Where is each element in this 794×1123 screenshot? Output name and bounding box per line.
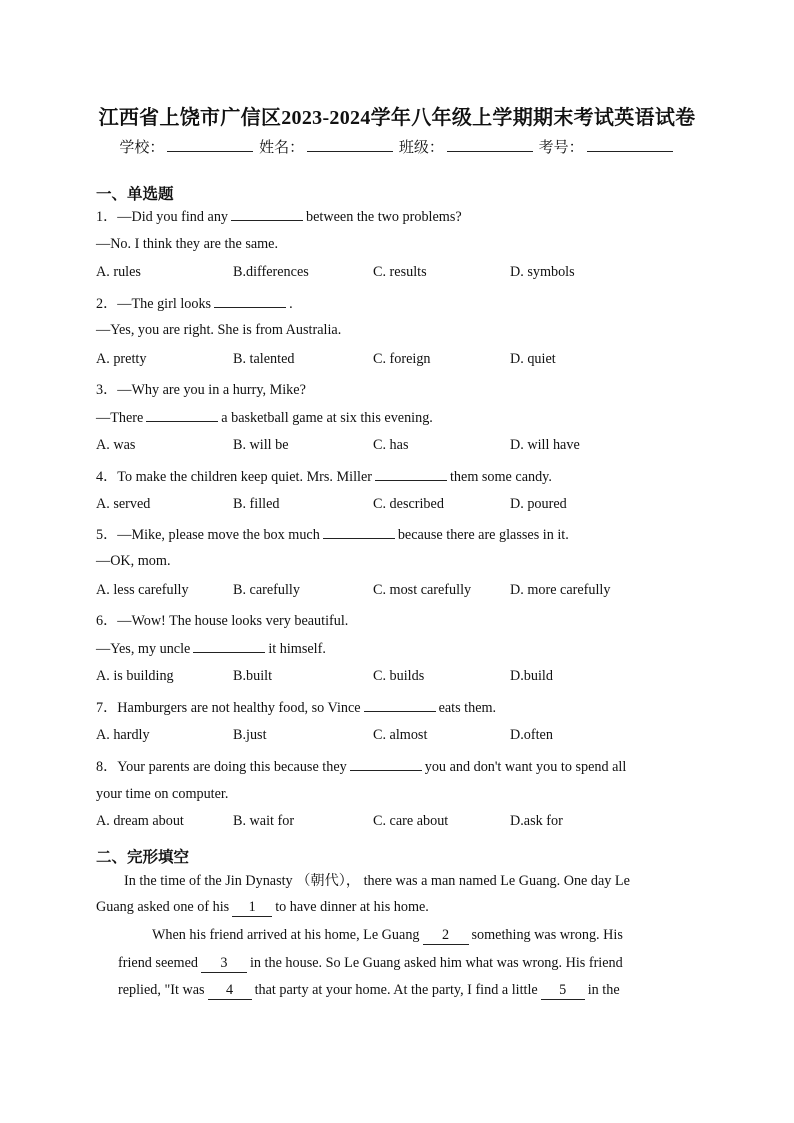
q8-option-c[interactable]: C. care about [373, 813, 449, 829]
q4-option-c[interactable]: C. described [373, 496, 444, 512]
q7-option-b[interactable]: B.just [233, 727, 267, 743]
answer-blank[interactable] [146, 409, 218, 422]
q7-option-d[interactable]: D.often [510, 727, 553, 743]
question-3-stem: 3．—Why are you in a hurry, Mike? [96, 382, 306, 398]
q6-option-a[interactable]: A. is building [96, 668, 174, 684]
q2-option-d[interactable]: D. quiet [510, 351, 556, 367]
question-5-stem: 5．—Mike, please move the box much because there are glasses in it. [96, 527, 569, 543]
q2-option-b[interactable]: B. talented [233, 351, 295, 367]
name-label: 姓名： [259, 140, 305, 156]
cloze-blank-5[interactable]: 5 [541, 983, 585, 1000]
q8-option-a[interactable]: A. dream about [96, 813, 184, 829]
cloze-blank-2[interactable]: 2 [423, 928, 469, 945]
q2-option-a[interactable]: A. pretty [96, 351, 147, 367]
question-8-continuation: your time on computer. [96, 786, 229, 802]
answer-blank[interactable] [214, 295, 286, 308]
question-4-stem: 4．To make the children keep quiet. Mrs. Miller them some candy. [96, 469, 552, 485]
number-field[interactable] [587, 139, 673, 152]
q1-option-a[interactable]: A. rules [96, 264, 141, 280]
question-6-dialog: —Yes, my uncle it himself. [96, 641, 326, 657]
cloze-paragraph-2-line-3: replied, "It was 4 that party at your home. At the party, I find a little 5 in the [118, 982, 620, 998]
answer-blank[interactable] [375, 468, 447, 481]
q4-option-d[interactable]: D. poured [510, 496, 567, 512]
question-1-stem: 1．—Did you find any between the two problems? [96, 209, 462, 225]
question-6-stem: 6．—Wow! The house looks very beautiful. [96, 613, 349, 629]
student-info-row [0, 136, 794, 157]
q3-option-d[interactable]: D. will have [510, 437, 580, 453]
cloze-blank-1[interactable]: 1 [232, 900, 272, 917]
q3-option-b[interactable]: B. will be [233, 437, 289, 453]
page-title: 江西省上饶市广信区2023-2024学年八年级上学期期末考试英语试卷 [98, 107, 696, 129]
question-5-dialog: —OK, mom. [96, 553, 171, 569]
cloze-paragraph-2-line-2: friend seemed 3 in the house. So Le Guang asked him what was wrong. His friend [118, 955, 623, 971]
q5-option-c[interactable]: C. most carefully [373, 582, 472, 598]
question-3-dialog: —There a basketball game at six this evening. [96, 410, 433, 426]
cloze-blank-4[interactable]: 4 [208, 983, 252, 1000]
q1-option-b[interactable]: B.differences [233, 264, 309, 280]
q5-option-d[interactable]: D. more carefully [510, 582, 611, 598]
q2-option-c[interactable]: C. foreign [373, 351, 431, 367]
q1-option-d[interactable]: D. symbols [510, 264, 575, 280]
section-heading-cloze: 二、完形填空 [96, 849, 190, 866]
class-label: 班级： [398, 140, 444, 156]
q7-option-c[interactable]: C. almost [373, 727, 428, 743]
answer-blank[interactable] [323, 526, 395, 539]
name-field[interactable] [307, 139, 393, 152]
cloze-paragraph-1-line-2: Guang asked one of his 1 to have dinner at his home. [96, 899, 429, 915]
q7-option-a[interactable]: A. hardly [96, 727, 150, 743]
q4-option-a[interactable]: A. served [96, 496, 151, 512]
school-label: 学校： [119, 140, 165, 156]
q6-option-b[interactable]: B.built [233, 668, 273, 684]
question-7-stem: 7．Hamburgers are not healthy food, so Vince eats them. [96, 700, 497, 716]
answer-blank[interactable] [231, 208, 303, 221]
q8-option-d[interactable]: D.ask for [510, 813, 563, 829]
question-1-dialog: —No. I think they are the same. [96, 236, 279, 252]
q3-option-c[interactable]: C. has [373, 437, 409, 453]
answer-blank[interactable] [350, 758, 422, 771]
section-heading-single-choice: 一、单选题 [96, 186, 174, 203]
q5-option-a[interactable]: A. less carefully [96, 582, 189, 598]
class-field[interactable] [447, 139, 533, 152]
q4-option-b[interactable]: B. filled [233, 496, 280, 512]
q1-option-c[interactable]: C. results [373, 264, 427, 280]
cloze-paragraph-1-line-1: In the time of the Jin Dynasty （朝代）， there was a man named Le Guang. One day Le [124, 873, 630, 889]
question-2-stem: 2．—The girl looks . [96, 296, 293, 312]
answer-blank[interactable] [364, 699, 436, 712]
q6-option-d[interactable]: D.build [510, 668, 553, 684]
question-2-dialog: —Yes, you are right. She is from Australia. [96, 322, 342, 338]
school-field[interactable] [167, 139, 253, 152]
answer-blank[interactable] [193, 640, 265, 653]
q3-option-a[interactable]: A. was [96, 437, 136, 453]
q5-option-b[interactable]: B. carefully [233, 582, 300, 598]
cloze-blank-3[interactable]: 3 [201, 956, 247, 973]
question-8-stem: 8．Your parents are doing this because they you and don't want you to spend all [96, 759, 627, 775]
q6-option-c[interactable]: C. builds [373, 668, 425, 684]
q8-option-b[interactable]: B. wait for [233, 813, 295, 829]
number-label: 考号： [538, 140, 584, 156]
cloze-paragraph-2-line-1: When his friend arrived at his home, Le Guang 2 something was wrong. His [152, 927, 623, 943]
